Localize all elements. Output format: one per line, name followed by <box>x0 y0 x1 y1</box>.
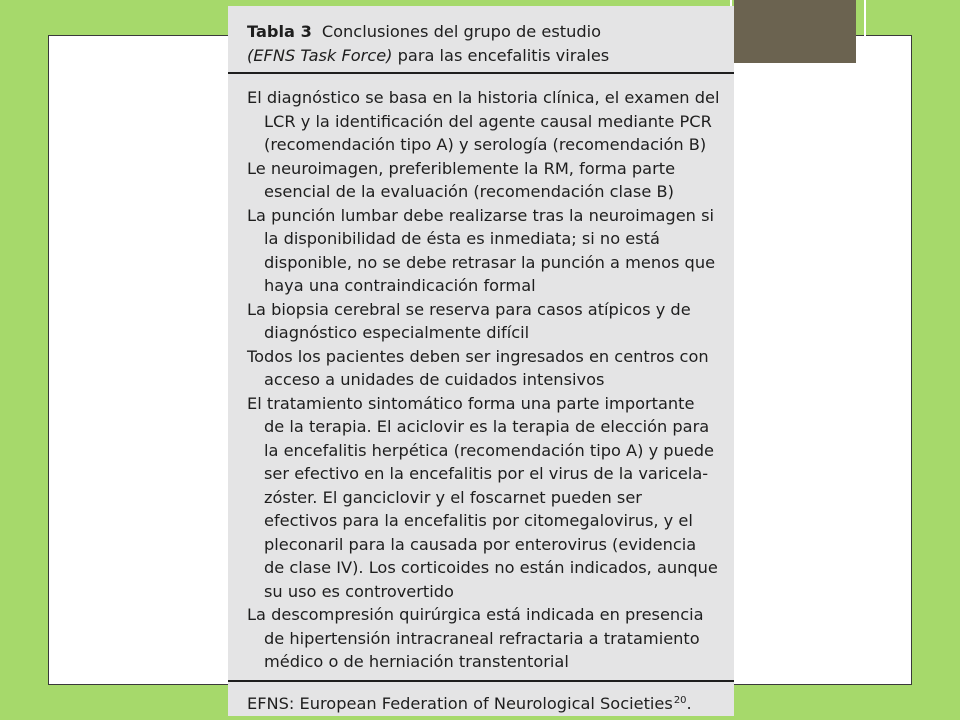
table-top-rule <box>228 72 734 74</box>
table-label: Tabla 3 <box>247 22 312 41</box>
table-entry-line: la disponibilidad de ésta es inmediata; si no está <box>264 229 660 248</box>
table-entry-line: acceso a unidades de cuidados intensivos <box>264 370 605 389</box>
table-entry <box>247 345 731 392</box>
table-entry-line: zóster. El ganciclovir y el foscarnet pueden ser <box>264 487 642 507</box>
table-entry-line: La biopsia cerebral se reserva para casos atípicos y de <box>247 299 691 319</box>
table-entry-line: El tratamiento sintomático forma una parte importante <box>247 393 695 413</box>
table-entry <box>247 603 731 674</box>
table-title-italic: (EFNS Task Force) <box>247 46 393 65</box>
table-entry-line: LCR y la identificación del agente causal mediante PCR <box>264 111 712 131</box>
table-entry-line: efectivos para la encefalitis por citomegalovirus, y el <box>264 511 693 530</box>
table-entry-line: la encefalitis herpética (recomendación tipo A) y puede <box>264 440 715 460</box>
table-entry-line: haya una contraindicación formal <box>264 276 536 295</box>
table-entry <box>247 86 731 157</box>
table-entry-line: de clase IV). Los corticoides no están indicados, aunque <box>264 558 718 577</box>
table-title-line1: Conclusiones del grupo de estudio <box>321 22 602 41</box>
table-title <box>247 20 727 68</box>
footnote-end: . <box>686 694 692 713</box>
table-entry-line: médico o de herniación transtentorial <box>264 652 569 671</box>
table-entry-line: diagnóstico especialmente difícil <box>264 323 530 342</box>
table-entry <box>247 392 731 604</box>
table-title-line2 <box>247 44 727 68</box>
table-entry-line: ser efectivo en la encefalitis por el virus de la varicela- <box>264 464 709 483</box>
table-panel <box>228 6 734 716</box>
table-entry-line: pleconaril para la causada por enterovirus (evidencia <box>264 534 697 554</box>
table-entry <box>247 157 731 204</box>
table-entry-line: La descompresión quirúrgica está indicada en presencia <box>247 605 704 624</box>
table-entry-line: de la terapia. El aciclovir es la terapia de elección para <box>264 417 710 436</box>
footnote-reference: 20 <box>673 695 687 706</box>
table-footnote <box>247 689 727 716</box>
table-entry <box>247 204 731 298</box>
decorative-box <box>734 0 856 63</box>
table-body <box>247 86 731 674</box>
table-bottom-rule <box>228 680 734 682</box>
table-entry-line: de hipertensión intracraneal refractaria a tratamiento <box>264 628 700 648</box>
table-entry-line: su uso es controvertido <box>264 581 454 601</box>
table-title-line2-rest: para las encefalitis virales <box>392 46 610 65</box>
table-entry <box>247 298 731 345</box>
table-entry-line: Todos los pacientes deben ser ingresados en centros con <box>247 346 709 366</box>
table-entry-line: esencial de la evaluación (recomendación clase B) <box>264 182 674 201</box>
footnote-text: EFNS: European Federation of Neurological Societies <box>247 694 673 713</box>
table-entry-line: El diagnóstico se basa en la historia clínica, el examen del <box>247 88 720 107</box>
table-entry-line: Le neuroimagen, preferiblemente la RM, forma parte <box>247 158 676 178</box>
table-entry-line: (recomendación tipo A) y serología (recomendación B) <box>264 135 707 154</box>
table-entry-line: disponible, no se debe retrasar la punción a menos que <box>264 252 716 272</box>
table-entry-line: La punción lumbar debe realizarse tras la neuroimagen si <box>247 205 715 225</box>
